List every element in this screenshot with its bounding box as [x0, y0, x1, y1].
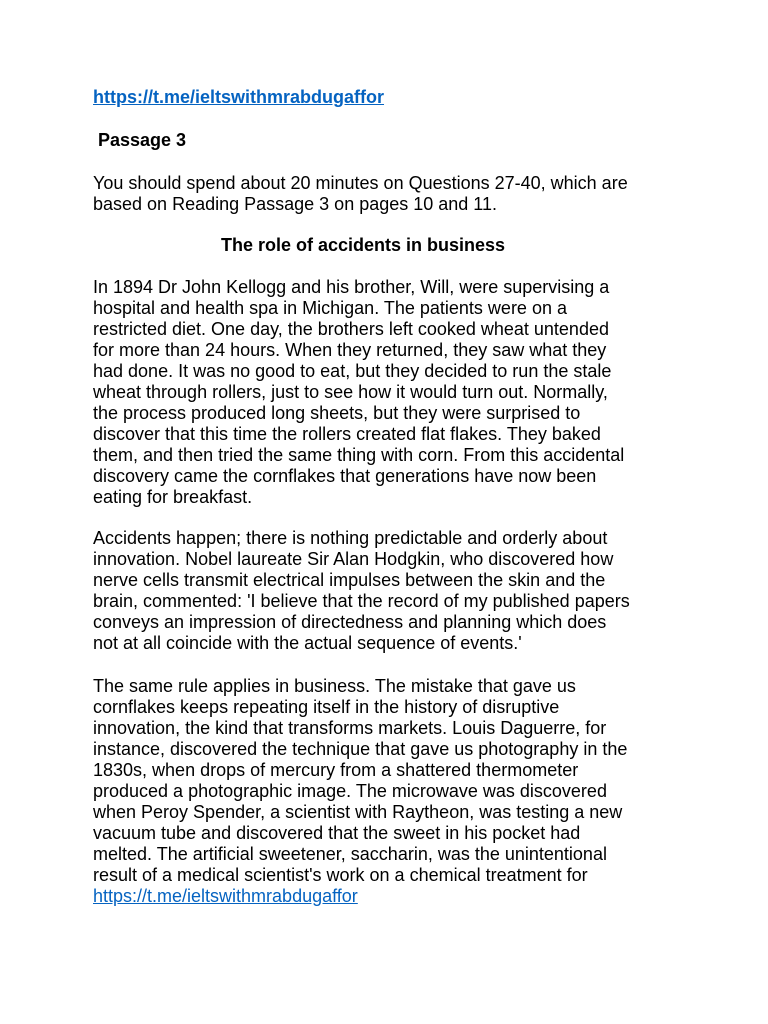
telegram-link-top[interactable]: https://t.me/ieltswithmrabdugaffor: [93, 87, 385, 107]
passage-label: Passage 3: [98, 130, 187, 150]
paragraph-line: In 1894 Dr John Kellogg and his brother, Will, were supervising a: [93, 277, 610, 297]
paragraph-hodgkin: [93, 528, 683, 654]
paragraph-line: innovation, the kind that transforms markets. Louis Daguerre, for: [93, 718, 607, 738]
paragraph-line: brain, commented: 'I believe that the record of my published papers: [93, 591, 630, 611]
paragraph-line: discover that this time the rollers created flat flakes. They baked: [93, 424, 601, 444]
intro-line: You should spend about 20 minutes on Questions 27-40, which are: [93, 173, 628, 193]
paragraph-line: Accidents happen; there is nothing predictable and orderly about: [93, 528, 608, 548]
paragraph-line: restricted diet. One day, the brothers left cooked wheat untended: [93, 319, 609, 339]
telegram-link-bottom[interactable]: https://t.me/ieltswithmrabdugaffor: [93, 886, 358, 906]
paragraph-line: nerve cells transmit electrical impulses between the skin and the: [93, 570, 606, 590]
paragraph-line: wheat through rollers, just to see how it would turn out. Normally,: [93, 382, 608, 402]
paragraph-kellogg: [93, 277, 683, 508]
paragraph-line: discovery came the cornflakes that generations have now been: [93, 466, 597, 486]
paragraph-line: cornflakes keeps repeating itself in the history of disruptive: [93, 697, 560, 717]
paragraph-line: them, and then tried the same thing with corn. From this accidental: [93, 445, 625, 465]
intro-paragraph: [93, 173, 683, 215]
paragraph-line: conveys an impression of directedness and planning which does: [93, 612, 607, 632]
paragraph-line: had done. It was no good to eat, but they decided to run the stale: [93, 361, 612, 381]
intro-line: based on Reading Passage 3 on pages 10 and 11.: [93, 194, 497, 214]
paragraph-line: melted. The artificial sweetener, saccharin, was the unintentional: [93, 844, 607, 864]
paragraph-line: innovation. Nobel laureate Sir Alan Hodgkin, who discovered how: [93, 549, 614, 569]
paragraph-line: not at all coincide with the actual sequence of events.': [93, 633, 522, 653]
paragraph-line: 1830s, when drops of mercury from a shattered thermometer: [93, 760, 579, 780]
paragraph-line: when Peroy Spender, a scientist with Raytheon, was testing a new: [93, 802, 623, 822]
paragraph-line: eating for breakfast.: [93, 487, 253, 507]
paragraph-line: for more than 24 hours. When they returned, they saw what they: [93, 340, 607, 360]
paragraph-line: the process produced long sheets, but they were surprised to: [93, 403, 581, 423]
paragraph-line: instance, discovered the technique that gave us photography in the: [93, 739, 628, 759]
paragraph-line: The same rule applies in business. The mistake that gave us: [93, 676, 576, 696]
paragraph-line: hospital and health spa in Michigan. The patients were on a: [93, 298, 567, 318]
paragraph-line: result of a medical scientist's work on a chemical treatment for: [93, 865, 588, 885]
paragraph-line: produced a photographic image. The microwave was discovered: [93, 781, 607, 801]
paragraph-line: vacuum tube and discovered that the sweet in his pocket had: [93, 823, 581, 843]
passage-title: The role of accidents in business: [220, 235, 506, 255]
paragraph-business: [93, 676, 683, 907]
